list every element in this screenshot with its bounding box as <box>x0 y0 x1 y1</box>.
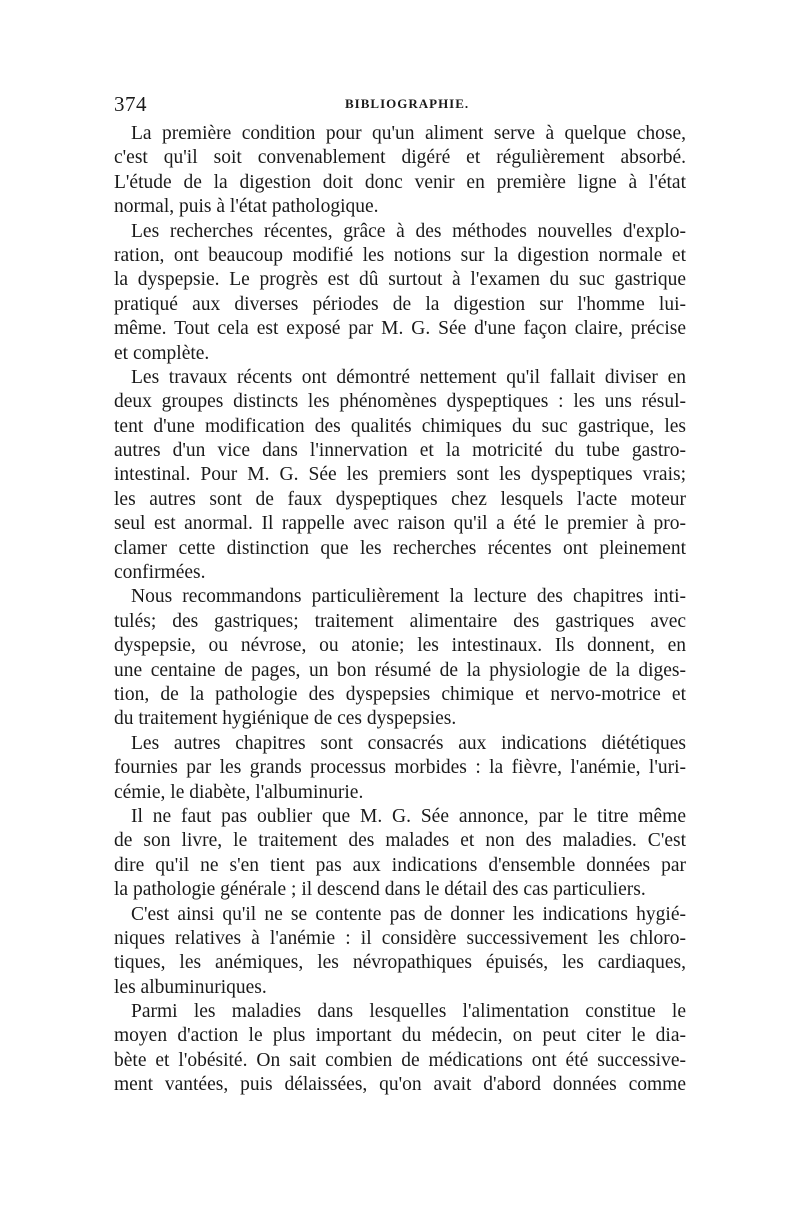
text-line: Les recherches récentes, grâce à des méthodes nouvelles d'explo- <box>131 220 686 242</box>
text-line: tulés; des gastriques; traitement alimentaire des gastriques avec <box>114 610 686 632</box>
text-line: dire qu'il ne s'en tient pas aux indications d'ensemble données par <box>114 854 686 876</box>
text-line: Parmi les maladies dans lesquelles l'alimentation constitue le <box>131 1001 686 1023</box>
text-line: la dyspepsie. Le progrès est dû surtout à l'examen du suc gastrique <box>114 269 686 291</box>
text-line: même. Tout cela est exposé par M. G. Sée d'une façon claire, précise <box>114 318 686 340</box>
running-head: BIBLIOGRAPHIE. <box>345 96 470 111</box>
text-line: bète et l'obésité. On sait combien de médications ont été successive- <box>114 1049 686 1071</box>
text-line: intestinal. Pour M. G. Sée les premiers sont les dyspeptiques vrais; <box>114 464 686 486</box>
text-line: c'est qu'il soit convenablement digéré et régulièrement absorbé. <box>114 147 686 169</box>
text-line: La première condition pour qu'un aliment serve à quelque chose, <box>131 123 686 144</box>
paragraph <box>114 903 686 1001</box>
paragraph <box>114 1000 686 1098</box>
text-line: C'est ainsi qu'il ne se contente pas de donner les indications hygié- <box>131 903 686 925</box>
text-line: Il ne faut pas oublier que M. G. Sée annonce, par le titre même <box>131 805 686 827</box>
text-line: moyen d'action le plus important du médecin, on peut citer le dia- <box>114 1025 686 1047</box>
page-header <box>114 92 686 122</box>
text-line: pratiqué aux diverses périodes de la digestion sur l'homme lui- <box>114 293 686 315</box>
text-line: dyspepsie, ou névrose, ou atonie; les intestinaux. Ils donnent, en <box>114 635 686 657</box>
text-line: du traitement hygiénique de ces dyspepsies. <box>114 708 457 730</box>
text-line: de son livre, le traitement des malades et non des maladies. C'est <box>114 830 686 852</box>
paragraph <box>114 122 686 220</box>
text-line: seul est anormal. Il rappelle avec raison qu'il a été le premier à pro- <box>114 513 686 535</box>
text-line: les autres sont de faux dyspeptiques chez lesquels l'acte moteur <box>114 488 686 510</box>
page-number: 374 <box>114 92 147 116</box>
text-line: L'étude de la digestion doit donc venir en première ligne à l'état <box>114 171 686 193</box>
paragraph <box>114 220 686 366</box>
book-page <box>114 92 686 1098</box>
text-line: la pathologie générale ; il descend dans le détail des cas particuliers. <box>114 879 646 901</box>
text-line: autres d'un vice dans l'innervation et la motricité du tube gastro- <box>114 440 686 462</box>
text-line: tent d'une modification des qualités chimiques du suc gastrique, les <box>114 415 686 437</box>
text-line: ment vantées, puis délaissées, qu'on avait d'abord données comme <box>114 1074 686 1096</box>
text-line: cémie, le diabète, l'albuminurie. <box>114 781 364 803</box>
body-text <box>114 122 686 1098</box>
text-line: Les travaux récents ont démontré nettement qu'il fallait diviser en <box>131 366 686 388</box>
text-line: clamer cette distinction que les recherches récentes ont pleinement <box>114 537 686 559</box>
text-line: ration, ont beaucoup modifié les notions sur la digestion normale et <box>114 244 686 266</box>
text-line: tion, de la pathologie des dyspepsies chimique et nervo-motrice et <box>114 683 686 705</box>
text-line: niques relatives à l'anémie : il considère successivement les chloro- <box>114 927 686 949</box>
paragraph <box>114 585 686 731</box>
text-line: confirmées. <box>114 562 206 584</box>
text-line: les albuminuriques. <box>114 976 267 998</box>
text-line: normal, puis à l'état pathologique. <box>114 196 379 218</box>
paragraph <box>114 732 686 805</box>
paragraph <box>114 366 686 586</box>
paragraph <box>114 805 686 903</box>
text-line: Nous recommandons particulièrement la lecture des chapitres inti- <box>131 586 686 608</box>
text-line: Les autres chapitres sont consacrés aux indications diététiques <box>131 732 686 754</box>
text-line: et complète. <box>114 342 210 364</box>
text-line: deux groupes distincts les phénomènes dyspeptiques : les uns résul- <box>114 391 686 413</box>
text-line: une centaine de pages, un bon résumé de la physiologie de la diges- <box>114 659 686 681</box>
text-line: fournies par les grands processus morbides : la fièvre, l'anémie, l'uri- <box>114 757 686 779</box>
text-line: tiques, les anémiques, les névropathiques épuisés, les cardiaques, <box>114 952 686 974</box>
